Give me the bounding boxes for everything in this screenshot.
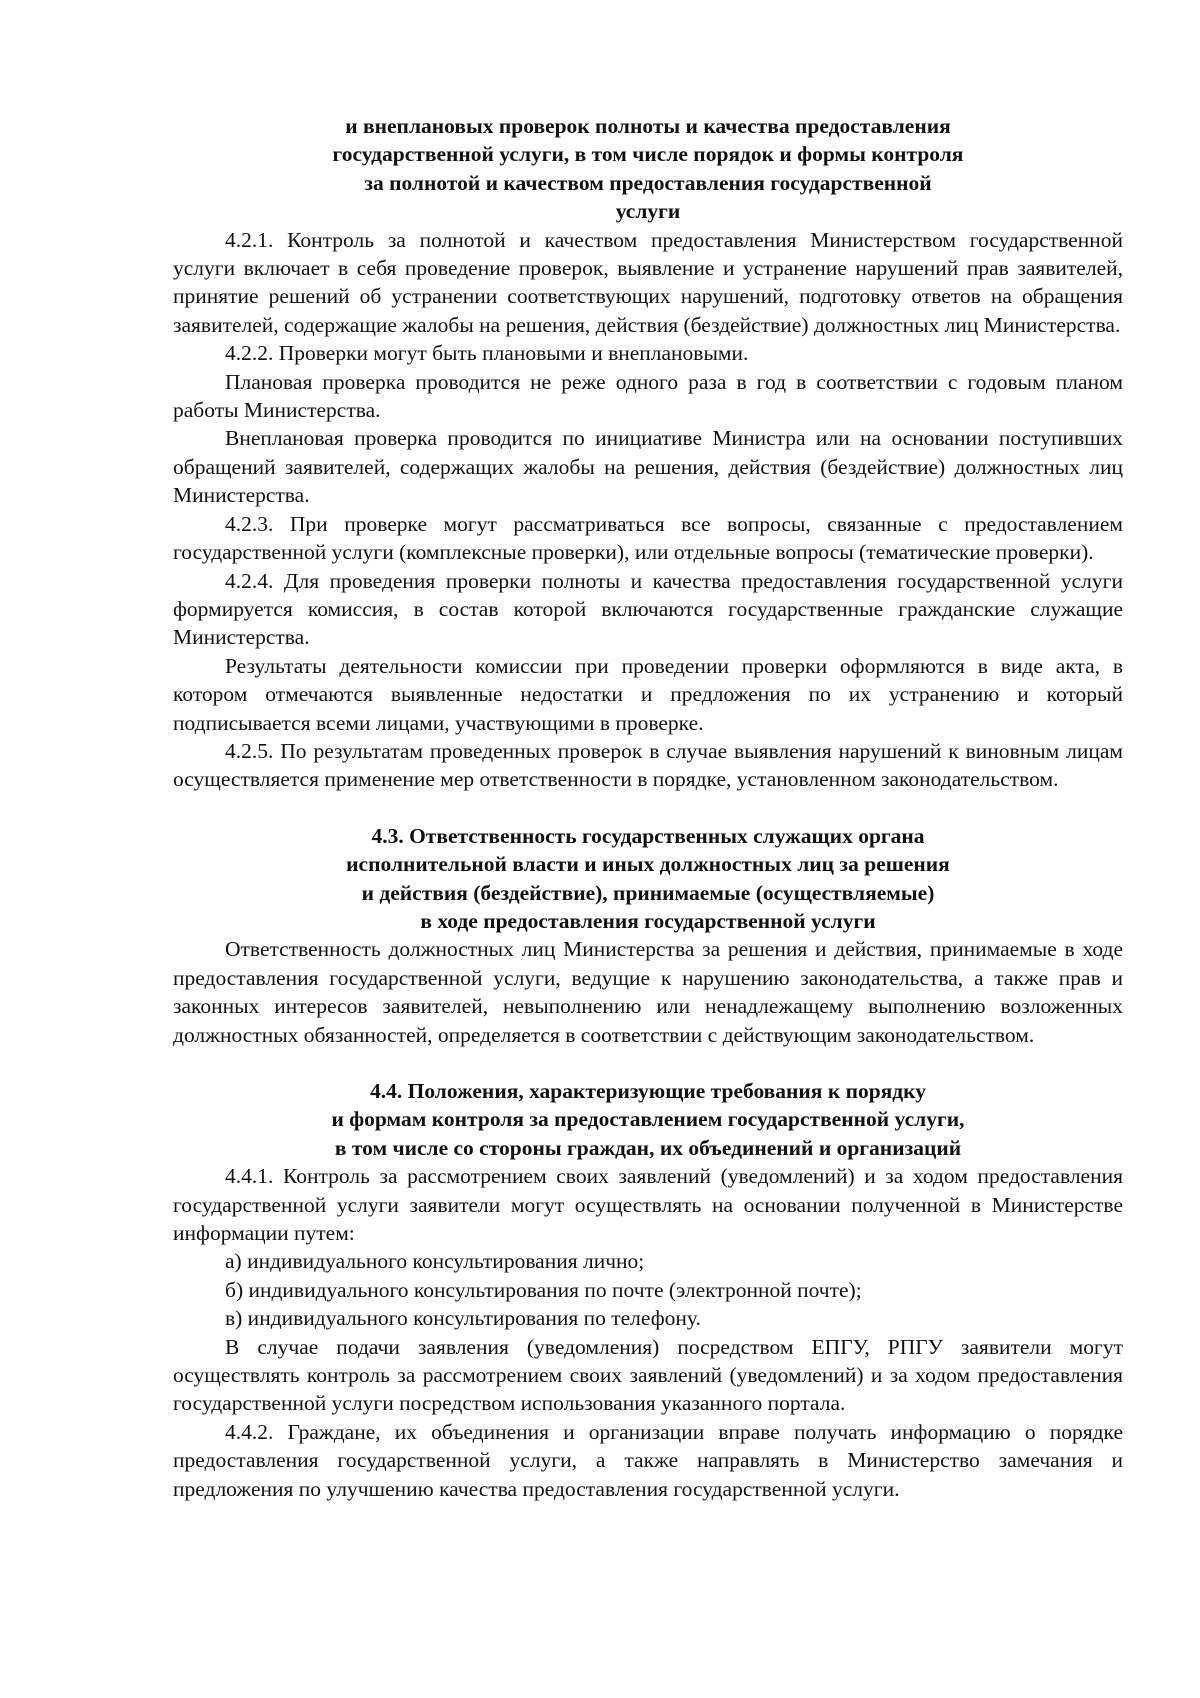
section-heading-4-2 bbox=[173, 112, 1123, 226]
paragraph-portal-control: В случае подачи заявления (уведомления) посредством ЕПГУ, РПГУ заявители могут осуществлять контроль за рассмотрением своих заявлений (уведомлений) и за ходом предоставления государственной услуги посредством использования указанного портала. bbox=[173, 1334, 1123, 1416]
heading-line: 4.4. Положения, характеризующие требования к порядку bbox=[369, 1079, 927, 1103]
paragraph-4-2-5: 4.2.5. По результатам проведенных проверок в случае выявления нарушений к виновным лицам осуществляется применение мер ответственности в порядке, установленном законодательством. bbox=[173, 738, 1123, 792]
paragraph-commission-results: Результаты деятельности комиссии при проведении проверки оформляются в виде акта, в котором отмечаются выявленные недостатки и предложения по их устранению и который подписывается всеми лицами, участвующими в проверке. bbox=[173, 653, 1123, 735]
document-page bbox=[173, 112, 1123, 1503]
list-item-b: б) индивидуального консультирования по почте (электронной почте); bbox=[225, 1277, 862, 1302]
heading-line: за полнотой и качеством предоставления государственной bbox=[364, 170, 932, 195]
heading-line: и действия (бездействие), принимаемые (осуществляемые) bbox=[361, 880, 935, 905]
section-heading-4-3 bbox=[173, 822, 1123, 936]
heading-line: услуги bbox=[615, 199, 681, 224]
paragraph-4-2-1: 4.2.1. Контроль за полнотой и качеством предоставления Министерством государственной услуги включает в себя проведение проверок, выявление и устранение нарушений прав заявителей, принятие решений об устранении соответствующих нарушений, подготовку ответов на обращения заявителей, содержащие жалобы на решения, действия (бездействие) должностных лиц Министерства. bbox=[173, 227, 1123, 337]
paragraph-4-2-4: 4.2.4. Для проведения проверки полноты и качества предоставления государственной услуги формируется комиссия, в состав которой включаются государственные гражданские служащие Министерства. bbox=[173, 568, 1123, 650]
paragraph-4-4-2: 4.4.2. Граждане, их объединения и организации вправе получать информацию о порядке предоставления государственной услуги, а также направлять в Министерство замечания и предложения по улучшению качества предоставления государственной услуги. bbox=[173, 1419, 1123, 1501]
list-item-c: в) индивидуального консультирования по телефону. bbox=[225, 1306, 701, 1331]
paragraph-unplanned-check: Внеплановая проверка проводится по инициативе Министра или на основании поступивших обращений заявителей, содержащих жалобы на решения, действия (бездействие) должностных лиц Министерства. bbox=[173, 426, 1123, 508]
section-heading-4-4 bbox=[173, 1077, 1123, 1162]
section-spacer bbox=[173, 1049, 1123, 1077]
list-item-a: а) индивидуального консультирования лично; bbox=[225, 1249, 645, 1274]
section-spacer bbox=[173, 794, 1123, 822]
heading-line: 4.3. Ответственность государственных служащих органа bbox=[371, 823, 925, 848]
paragraph-4-2-3: 4.2.3. При проверке могут рассматриваться все вопросы, связанные с предоставлением государственной услуги (комплексные проверки), или отдельные вопросы (тематические проверки). bbox=[173, 511, 1123, 565]
heading-line: и внеплановых проверок полноты и качества предоставления bbox=[345, 114, 951, 138]
paragraph-4-4-1: 4.4.1. Контроль за рассмотрением своих заявлений (уведомлений) и за ходом предоставления государственной услуги заявители могут осуществлять на основании полученной в Министерстве информации путем: bbox=[173, 1164, 1123, 1246]
heading-line: в ходе предоставления государственной услуги bbox=[420, 908, 876, 933]
paragraph-planned-check: Плановая проверка проводится не реже одного раза в год в соответствии с годовым планом работы Министерства. bbox=[173, 369, 1123, 423]
heading-line: государственной услуги, в том числе порядок и формы контроля bbox=[332, 142, 964, 167]
heading-line: и формам контроля за предоставлением государственной услуги, bbox=[331, 1107, 965, 1132]
paragraph-4-2-2: 4.2.2. Проверки могут быть плановыми и внеплановыми. bbox=[225, 341, 749, 366]
paragraph-responsibility: Ответственность должностных лиц Министерства за решения и действия, принимаемые в ходе предоставления государственной услуги, ведущие к нарушению законодательства, а также прав и законных интересов заявителей, невыполнению или ненадлежащему выполнению возложенных должностных обязанностей, определяется в соответствии с действующим законодательством. bbox=[173, 937, 1123, 1047]
heading-line: исполнительной власти и иных должностных лиц за решения bbox=[346, 852, 950, 877]
heading-line: в том числе со стороны граждан, их объединений и организаций bbox=[334, 1135, 962, 1160]
